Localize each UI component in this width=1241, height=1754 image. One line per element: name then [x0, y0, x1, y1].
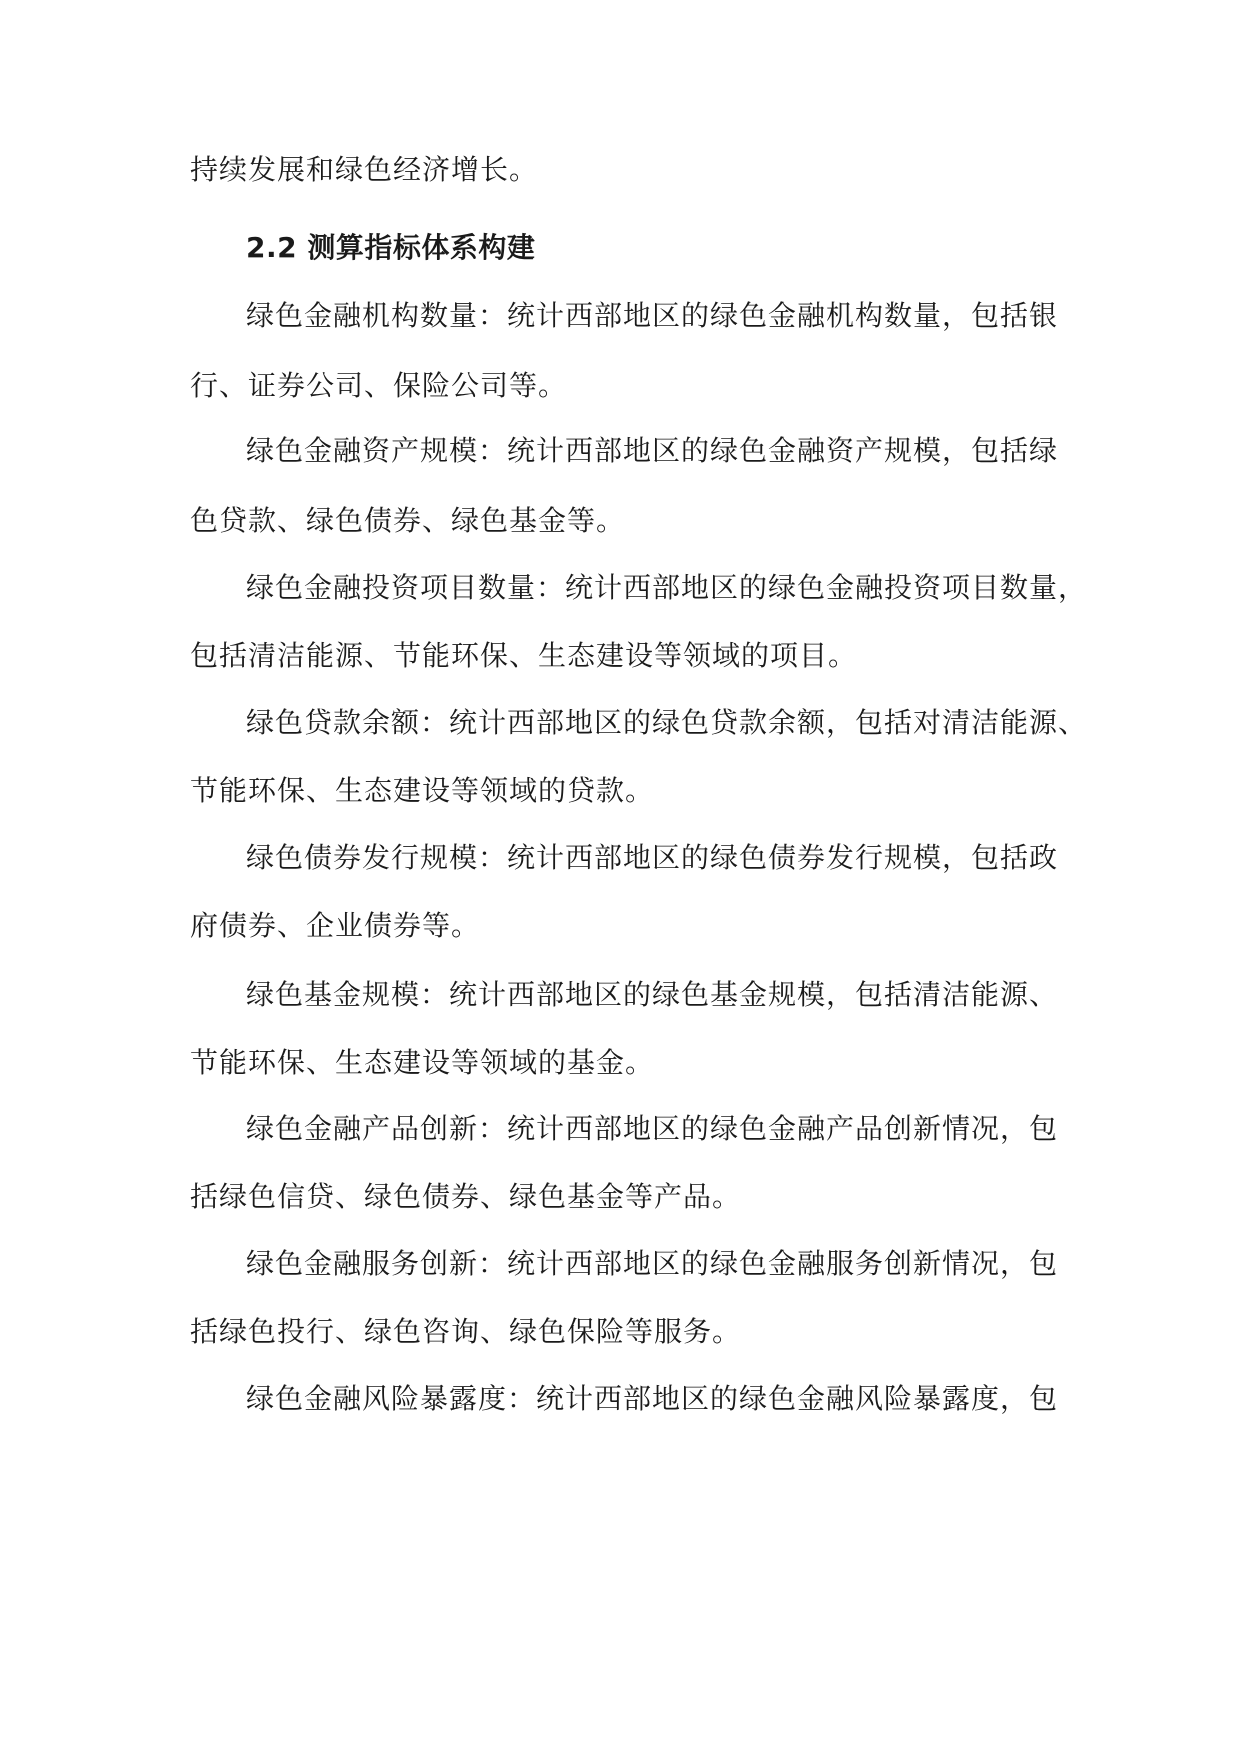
paragraph-line: 府债券、企业债券等。 [190, 909, 481, 942]
paragraph-line: 绿色金融资产规模：统计西部地区的绿色金融资产规模，包括绿 [246, 434, 1059, 467]
paragraph-line: 绿色金融服务创新：统计西部地区的绿色金融服务创新情况，包 [246, 1247, 1059, 1280]
paragraph-line: 绿色金融产品创新：统计西部地区的绿色金融产品创新情况，包 [246, 1112, 1059, 1145]
paragraph-line: 包括清洁能源、节能环保、生态建设等领域的项目。 [190, 639, 858, 672]
paragraph-line: 绿色基金规模：统计西部地区的绿色基金规模，包括清洁能源、 [246, 978, 1059, 1011]
paragraph-line: 节能环保、生态建设等领域的贷款。 [190, 774, 655, 807]
paragraph-line: 色贷款、绿色债券、绿色基金等。 [190, 504, 626, 537]
paragraph-line: 括绿色投行、绿色咨询、绿色保险等服务。 [190, 1315, 742, 1348]
paragraph-line: 绿色金融投资项目数量：统计西部地区的绿色金融投资项目数量， [246, 571, 1088, 604]
paragraph-line: 括绿色信贷、绿色债券、绿色基金等产品。 [190, 1180, 742, 1213]
section-heading: 2.2 测算指标体系构建 [246, 231, 536, 264]
paragraph-line: 绿色贷款余额：统计西部地区的绿色贷款余额，包括对清洁能源、 [246, 706, 1088, 739]
paragraph-line: 绿色金融机构数量：统计西部地区的绿色金融机构数量，包括银 [246, 299, 1059, 332]
paragraph-line: 行、证券公司、保险公司等。 [190, 369, 568, 402]
paragraph-line: 节能环保、生态建设等领域的基金。 [190, 1046, 655, 1079]
paragraph-continuation-line: 持续发展和绿色经济增长。 [190, 153, 539, 186]
paragraph-line: 绿色债券发行规模：统计西部地区的绿色债券发行规模，包括政 [246, 841, 1059, 874]
paragraph-line: 绿色金融风险暴露度：统计西部地区的绿色金融风险暴露度，包 [246, 1382, 1059, 1415]
